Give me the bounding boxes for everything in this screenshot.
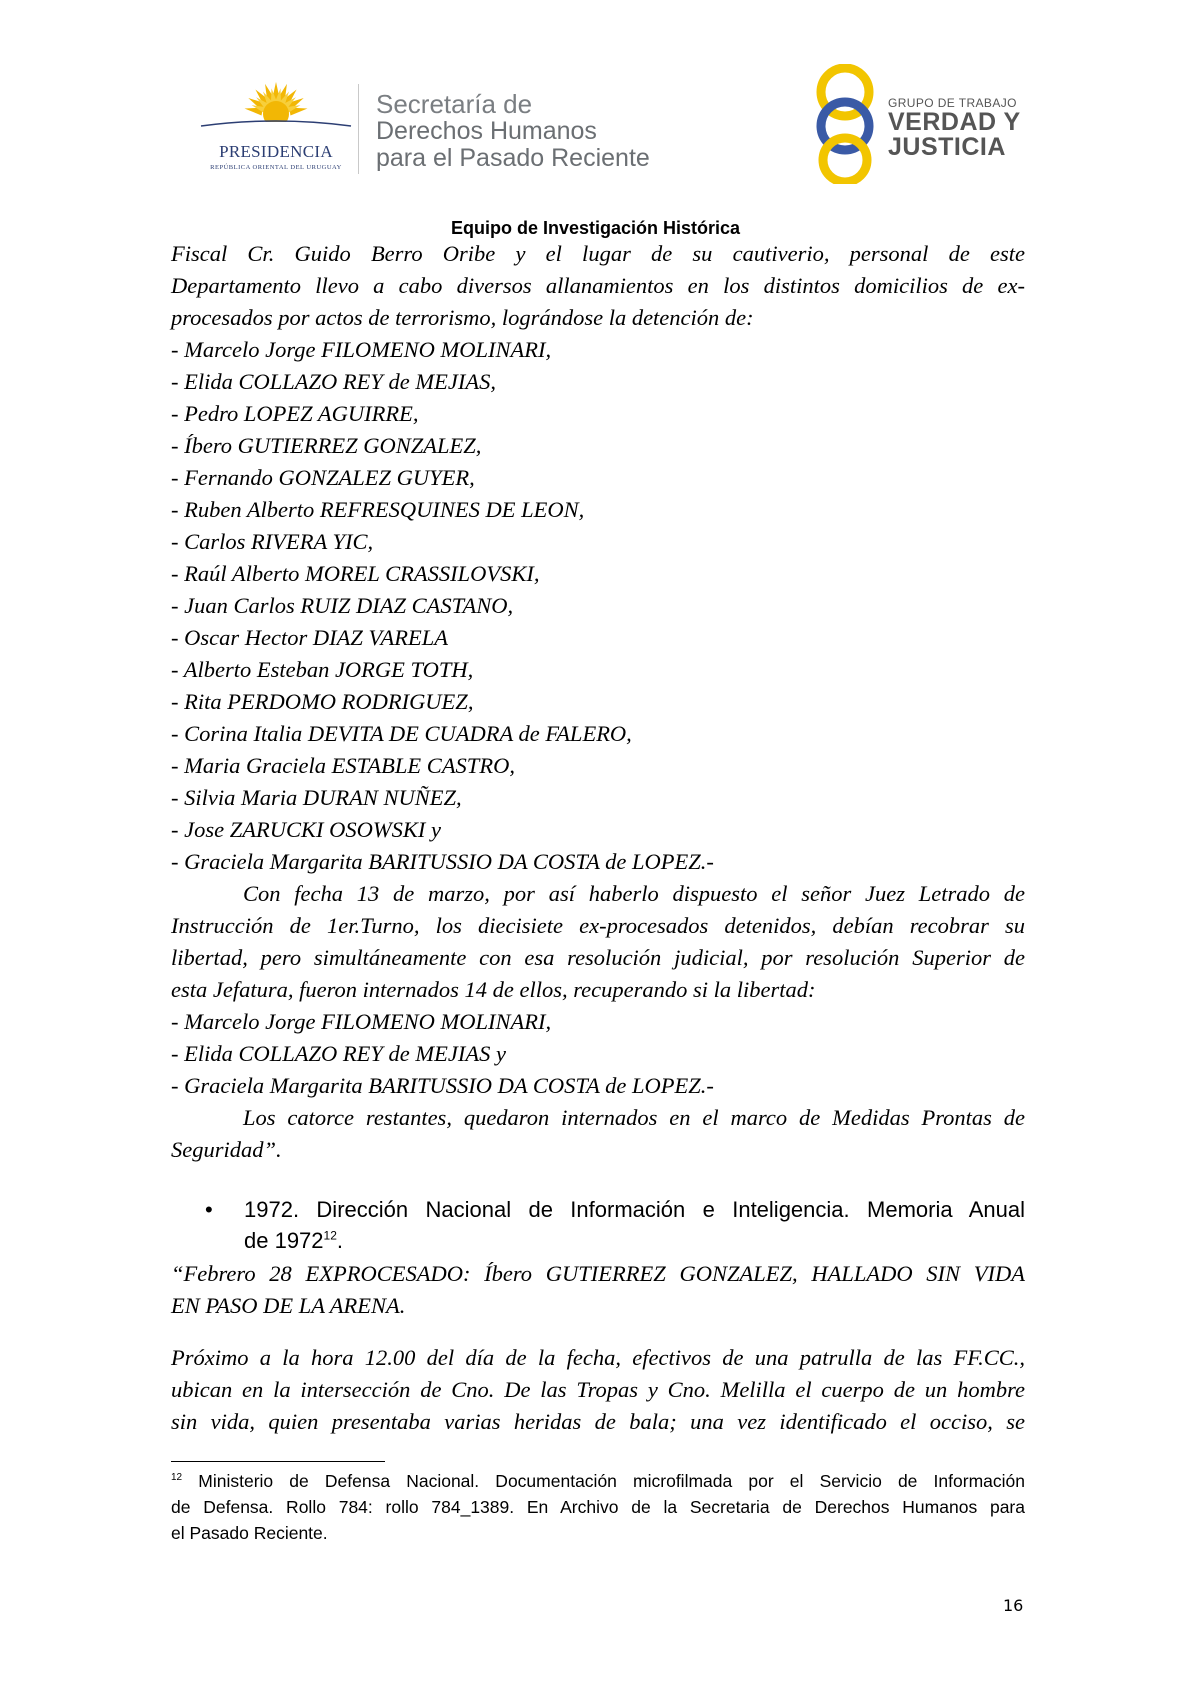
text-line: procesados por actos de terrorismo, lográndose la detención de: <box>171 305 754 330</box>
header-divider <box>358 84 359 174</box>
detainee-item: - Juan Carlos RUIZ DIAZ CASTANO, <box>171 593 514 618</box>
bullet-icon: • <box>205 1197 213 1222</box>
footnote-number: 12 <box>171 1472 183 1484</box>
detainee-item: - Ruben Alberto REFRESQUINES DE LEON, <box>171 497 585 522</box>
grupo-label: GRUPO DE TRABAJO <box>888 96 1017 110</box>
text-line: EN PASO DE LA ARENA. <box>171 1293 406 1318</box>
text-line: Fiscal Cr. Guido Berro Oribe y el lugar de su cautiverio, personal de este <box>171 241 1025 266</box>
detainee-item: - Corina Italia DEVITA DE CUADRA de FALERO, <box>171 721 632 746</box>
secretaria-line-2: Derechos Humanos <box>376 117 597 145</box>
text-line: Con fecha 13 de marzo, por así haberlo dispuesto el señor Juez Letrado de <box>243 881 1025 906</box>
released-item: - Marcelo Jorge FILOMENO MOLINARI, <box>171 1009 552 1034</box>
detainee-item: - Jose ZARUCKI OSOWSKI y <box>171 817 441 842</box>
detainee-item: - Alberto Esteban JORGE TOTH, <box>171 657 474 682</box>
detainee-item: - Silvia Maria DURAN NUÑEZ, <box>171 785 462 810</box>
bullet-heading <box>171 1194 1025 1256</box>
text-line: sin vida, quien presentaba varias heridas de bala; una vez identificado el occiso, se <box>171 1409 1025 1434</box>
bullet-line-2-text: de 1972 <box>244 1228 324 1253</box>
released-item: - Graciela Margarita BARITUSSIO DA COSTA de LOPEZ.- <box>171 1073 714 1098</box>
footnote-ref: 12 <box>323 1228 337 1243</box>
detainee-item: - Elida COLLAZO REY de MEJIAS, <box>171 369 496 394</box>
text-line: Instrucción de 1er.Turno, los diecisiete ex-procesados detenidos, debían recobrar su <box>171 913 1025 938</box>
detainee-item: - Maria Graciela ESTABLE CASTRO, <box>171 753 515 778</box>
secretaria-line-1: Secretaría de <box>376 89 533 119</box>
text-line: Departamento llevo a cabo diversos allanamientos en los distintos domicilios de ex- <box>171 273 1025 298</box>
sun-emblem-icon <box>196 80 356 150</box>
page-number: 16 <box>1003 1596 1024 1615</box>
justicia-label: JUSTICIA <box>888 133 1006 161</box>
footnote-line-1: Ministerio de Defensa Nacional. Documentación microfilmada por el Servicio de Información <box>182 1471 1025 1491</box>
detainee-item: - Graciela Margarita BARITUSSIO DA COSTA de LOPEZ.- <box>171 849 714 874</box>
detainee-item: - Carlos RIVERA YIC, <box>171 529 374 554</box>
detainee-item: - Rita PERDOMO RODRIGUEZ, <box>171 689 474 714</box>
detainee-item: - Oscar Hector DIAZ VARELA <box>171 625 449 650</box>
text-line: esta Jefatura, fueron internados 14 de ellos, recuperando si la libertad: <box>171 977 816 1002</box>
bullet-line-1: 1972. Dirección Nacional de Información e Inteligencia. Memoria Anual <box>244 1197 1025 1222</box>
footnote-line: de Defensa. Rollo 784: rollo 784_1389. En Archivo de la Secretaria de Derechos Humanos para <box>171 1497 1025 1517</box>
text-line: “Febrero 28 EXPROCESADO: Íbero GUTIERREZ GONZALEZ, HALLADO SIN VIDA <box>171 1261 1025 1286</box>
paragraph-gap <box>171 1322 1025 1342</box>
presidencia-sublabel: REPÚBLICA ORIENTAL DEL URUGUAY <box>210 164 342 171</box>
text-line: libertad, pero simultáneamente con esa resolución judicial, por resolución Superior de <box>171 945 1025 970</box>
verdad-label: VERDAD Y <box>888 108 1021 136</box>
detainee-item: - Marcelo Jorge FILOMENO MOLINARI, <box>171 337 552 362</box>
footnote-line <box>171 1468 1025 1494</box>
footnote-separator <box>171 1461 385 1462</box>
footnote <box>171 1468 1025 1546</box>
detainee-item: - Íbero GUTIERREZ GONZALEZ, <box>171 433 482 458</box>
footnote-line: el Pasado Reciente. <box>171 1523 328 1543</box>
secretaria-title <box>376 90 716 172</box>
verdad-justicia-title <box>888 110 1021 160</box>
secretaria-line-3: para el Pasado Reciente <box>376 144 650 172</box>
team-title: Equipo de Investigación Histórica <box>450 218 741 238</box>
main-text <box>171 238 1025 1166</box>
text-line: Seguridad”. <box>171 1137 282 1162</box>
presidencia-logo <box>196 80 356 180</box>
text-line: ubican en la intersección de Cno. De las Tropas y Cno. Melilla el cuerpo de un hombre <box>171 1377 1025 1402</box>
text-line: Próximo a la hora 12.00 del día de la fecha, efectivos de una patrulla de las FF.CC., <box>171 1345 1025 1370</box>
detainee-item: - Pedro LOPEZ AGUIRRE, <box>171 401 419 426</box>
quote-text <box>171 1258 1025 1438</box>
text-line: Los catorce restantes, quedaron internados en el marco de Medidas Prontas de <box>243 1105 1025 1130</box>
bullet-line-2 <box>244 1225 1025 1256</box>
detainee-item: - Raúl Alberto MOREL CRASSILOVSKI, <box>171 561 540 586</box>
presidencia-label: PRESIDENCIA <box>219 142 333 161</box>
detainee-item: - Fernando GONZALEZ GUYER, <box>171 465 475 490</box>
bullet-line-2-end: . <box>336 1228 344 1253</box>
released-item: - Elida COLLAZO REY de MEJIAS y <box>171 1041 506 1066</box>
